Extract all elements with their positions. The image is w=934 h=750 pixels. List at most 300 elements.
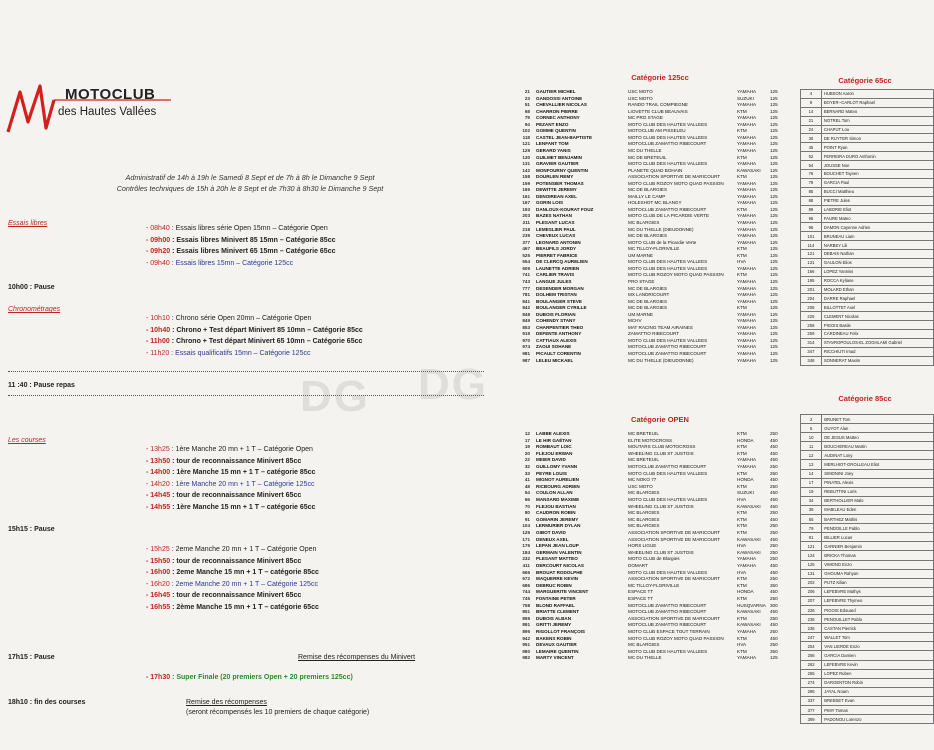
rider-number: 142 — [522, 167, 530, 173]
rider-row — [500, 194, 790, 200]
rider-row — [500, 556, 790, 562]
rider-name: DARRE Raphael — [821, 294, 933, 303]
rider-club: ESPACE TT — [628, 589, 654, 595]
schedule-time: - 14h45 — [146, 492, 171, 500]
rider-number: 193 — [522, 206, 530, 212]
rider-name: DENEUX AXEL — [536, 536, 569, 542]
rider-row — [500, 168, 790, 174]
rider-name: BERTHOLLIER Malo — [822, 496, 934, 505]
table-row — [801, 312, 934, 321]
rider-row — [500, 596, 790, 602]
schedule-text: : Chrono + Test départ Minivert 65 10mn – Catégorie 65cc — [169, 338, 363, 346]
rider-number: 54 — [801, 161, 822, 170]
rider-number: 207 — [801, 596, 822, 605]
rider-brand: KAWASAKI — [737, 167, 761, 173]
schedule-line — [146, 225, 328, 232]
admin-line2: Contrôles techniques de 15h à 20h le 8 Sept et de 7h30 à 8h30 le Dimanche 9 Sept — [116, 184, 384, 193]
rider-name: MERLHIOT-GROLLEAU Eliot — [822, 460, 934, 469]
rider-cc: 125 — [770, 174, 778, 180]
rider-cc: 125 — [770, 128, 778, 134]
rider-name: CHEVEUX LUCAS — [536, 233, 576, 239]
rider-row — [500, 292, 790, 298]
rider-club: MC TILLOY-FLORIVILLE — [628, 582, 680, 588]
entries-page — [418, 0, 934, 750]
rider-cc: 125 — [770, 226, 778, 232]
admin-line1: Administratif de 14h à 19h le Samedi 8 Sept et de 7h à 8h le Dimanche 9 Sept — [125, 173, 375, 182]
rider-club: LIOVETTE CLUB BEAUVAIS — [628, 108, 688, 114]
rider-cc: 125 — [770, 141, 778, 147]
rider-cc: 125 — [770, 95, 778, 101]
schedule-line — [146, 569, 319, 576]
table-row — [801, 642, 934, 651]
schedule-time: - 09h20 — [146, 248, 171, 256]
rider-number: 741 — [522, 272, 530, 278]
rider-number: 79 — [801, 178, 822, 187]
schedule-line — [146, 248, 335, 255]
rider-row — [500, 227, 790, 233]
table-row — [801, 143, 934, 152]
rider-club: MOTO CLUB DES HAUTES VALLEES — [628, 470, 708, 476]
rider-brand: KTM — [737, 444, 747, 450]
rider-name: GUYOT Alan — [822, 424, 934, 433]
rider-row — [500, 484, 790, 490]
rider-club: MCHV — [628, 318, 642, 324]
rider-brand: YAMAHA — [737, 629, 757, 634]
rider-number: 24 — [801, 125, 822, 134]
rider-row — [500, 589, 790, 595]
rider-brand: KTM — [737, 516, 747, 522]
rider-name: GANDOSSI ANTOINE — [536, 95, 583, 101]
rider-number: 89 — [801, 205, 822, 214]
rider-row — [500, 609, 790, 615]
rider-name: DEVAUX GAUTIER — [536, 642, 577, 648]
rider-club: PRO STAGE — [628, 278, 655, 284]
rider-number: 206 — [801, 587, 822, 596]
rider-brand: KTM — [737, 615, 747, 621]
rider-cc: 250 — [770, 642, 778, 648]
rider-name: DAMON Cayenne Adrien — [821, 223, 933, 232]
rider-number: 76 — [801, 170, 822, 179]
rider-brand: HVA — [737, 497, 747, 502]
rider-row — [500, 161, 790, 167]
rider-number: 125 — [801, 560, 822, 569]
rider-name: MABILEAU Eden — [822, 505, 934, 514]
rider-cc: 450 — [770, 503, 778, 509]
rider-name: MAQUERRE KEVIN — [536, 576, 579, 582]
rider-name: GUILLOMY YVANN — [536, 464, 578, 469]
rider-brand: HUSQVARNA — [737, 602, 766, 608]
rider-club: MC DU THELLE — [628, 147, 662, 153]
rider-name: NOTREL Tom — [821, 116, 933, 125]
rider-name: GORIN LOIS — [536, 200, 564, 206]
table-row — [801, 524, 934, 533]
rider-name: LEPAN JEAN LOUP — [536, 543, 579, 549]
schedule-text: : Essais libres série Open 15mn – Catégorie Open — [169, 225, 328, 232]
rider-number: 21 — [524, 89, 530, 94]
cat65-title: Catégorie 65cc — [838, 76, 892, 85]
rider-club: MOTO CLUB DES HAUTES VALLEES — [628, 259, 708, 265]
rider-cc: 450 — [770, 437, 778, 443]
rider-name: GIBOT DAVID — [536, 530, 566, 535]
table-row — [801, 303, 934, 312]
rider-row — [500, 655, 790, 661]
rider-club: MOTOCLUB ZAMATTIO RIBECOURT — [628, 141, 707, 147]
rider-name: BOULANGER STEVE — [536, 298, 582, 304]
schedule-text: : Essais qualificatifs 15mn – Catégorie 125cc — [169, 349, 311, 357]
rider-name: BRUNEAU Liam — [821, 232, 933, 241]
rider-row — [500, 583, 790, 589]
rider-club: HOLESHOT MC BLANGY — [628, 200, 682, 206]
rider-number: 225 — [801, 312, 822, 321]
rider-cc: 300 — [770, 602, 778, 608]
rider-number: 130 — [522, 154, 530, 160]
rider-club: MOTO CLUB de Blargies — [628, 556, 680, 562]
rider-name: JAYAL Noam — [822, 687, 934, 696]
rider-club: MOUTARS CLUB MOTOCROSS — [628, 444, 696, 450]
rider-name: GARCIA Paul — [821, 178, 933, 187]
catopen-title: Catégorie OPEN — [631, 415, 689, 424]
rider-brand: YAMAHA — [737, 331, 757, 337]
rider-row — [500, 200, 790, 206]
rider-number: 19 — [801, 487, 822, 496]
rider-number: 85 — [801, 187, 822, 196]
rider-name: MIGNOT AURELIEN — [536, 477, 579, 483]
rider-row — [500, 490, 790, 496]
rider-number: 17 — [801, 478, 822, 487]
table-row — [801, 178, 934, 187]
schedule-text: : Chrono série Open 20mn – Catégorie Open — [169, 315, 312, 322]
rider-row — [500, 141, 790, 147]
rider-number: 758 — [522, 602, 530, 608]
rider-row — [500, 636, 790, 642]
rider-name: CORNEC ANTHONY — [536, 115, 580, 121]
schedule-text: : 1ère Manche 20 mn + 1 T – Catégorie Open — [169, 446, 313, 453]
rider-cc: 125 — [770, 220, 778, 225]
table-row — [801, 241, 934, 250]
rider-number: 32 — [524, 464, 530, 469]
rider-cc: 450 — [770, 457, 778, 463]
chrono-title: Chronométrages — [8, 306, 61, 313]
rider-number: 55 — [801, 515, 822, 524]
pause-repas: 11 :40 : Pause repas — [8, 382, 75, 389]
schedule-line — [146, 592, 301, 599]
schedule-time: - 11h20 — [146, 349, 170, 357]
rider-cc: 250 — [770, 530, 778, 535]
rider-brand: YAMAHA — [737, 556, 757, 562]
rider-brand: YAMAHA — [737, 318, 757, 324]
rider-number: 114 — [801, 241, 822, 250]
rider-row — [500, 351, 790, 357]
rider-number: 841 — [522, 298, 530, 304]
rider-number: 9 — [801, 98, 822, 107]
rider-name: LEFEBVRE Thymeo — [822, 596, 934, 605]
rider-name: LENFANT TOM — [536, 141, 569, 147]
rider-club: MX LANDRICOURT — [628, 292, 670, 298]
rider-number: 68 — [524, 108, 530, 114]
rider-club: MOTO CLUB DES HAUTES VALLEES — [628, 337, 708, 343]
rider-cc: 350 — [770, 582, 778, 588]
table-row — [801, 496, 934, 505]
rider-brand: KTM — [737, 174, 747, 180]
rider-brand: KTM — [737, 648, 747, 654]
rider-number: 176 — [522, 543, 530, 549]
rider-club: MC DE BLARGIES — [628, 298, 668, 304]
rider-club: USC MOTO — [628, 95, 653, 101]
rider-name: NARBEY Lili — [821, 241, 933, 250]
rider-name: FERREIRA DURO Anthonin — [821, 152, 933, 161]
table-row — [801, 125, 934, 134]
rider-name: DEWITTE JEREMY — [536, 187, 577, 193]
rider-club: MC BLARGIES — [628, 516, 660, 522]
rider-name: BAZES NATHAN — [536, 213, 572, 219]
rider-name: PEZANT ENZO — [536, 121, 569, 127]
table-row — [801, 505, 934, 514]
rider-brand: YAMAHA — [737, 324, 757, 330]
rider-row — [500, 135, 790, 141]
table-row — [801, 187, 934, 196]
rider-brand: HVA — [737, 569, 747, 575]
table-row — [801, 715, 934, 724]
rider-number: 203 — [522, 213, 530, 219]
rider-brand: KTM — [737, 246, 747, 252]
rider-club: PLANETE QUAD BOHAIN — [628, 167, 683, 173]
rider-number: 159 — [522, 180, 530, 186]
rider-number: 247 — [801, 633, 822, 642]
table-row — [801, 596, 934, 605]
schedule-line — [146, 504, 315, 511]
rider-club: MC DU THELLE (DIEUDONNE) — [628, 226, 694, 232]
rider-number: 70 — [524, 503, 530, 509]
table-row — [801, 90, 934, 99]
rider-brand: YAMAHA — [737, 655, 757, 661]
rider-name: MONFOURNY QUENTIN — [536, 167, 588, 173]
rider-row — [500, 431, 790, 437]
rider-number: 91 — [524, 516, 530, 522]
rider-name: DUBOIS ALBAN — [536, 615, 572, 621]
rider-name: DESENDER MORGAN — [536, 285, 584, 291]
rider-name: PEYRE LOUIS — [536, 470, 567, 476]
table-row — [801, 250, 934, 259]
rider-cc: 125 — [770, 331, 778, 337]
rider-name: DARGENTON Robin — [822, 678, 934, 687]
rider-name: LABORIE Eliot — [821, 205, 933, 214]
rider-cc: 125 — [770, 200, 778, 206]
rider-name: PIGOIS Basile — [821, 321, 933, 330]
rider-brand: HONDA — [737, 477, 754, 483]
schedule-line — [146, 237, 335, 244]
rider-number: 102 — [522, 128, 530, 134]
rider-cc: 125 — [770, 213, 778, 219]
rider-club: HORS LIGUE — [628, 543, 657, 549]
schedule-time: - 10h10 — [146, 315, 170, 322]
rider-name: MARTY VINCENT — [536, 655, 574, 661]
table-row — [801, 696, 934, 705]
catopen-list — [500, 431, 790, 750]
rider-name: FLEJOU BASTIAN — [536, 503, 576, 509]
rider-row — [500, 233, 790, 239]
rider-number: 20 — [524, 450, 530, 456]
rider-name: BARTHEZ Mathis — [822, 515, 934, 524]
rider-number: 672 — [522, 576, 530, 582]
rider-name: DEBAIS Nathan — [821, 250, 933, 259]
table-row — [801, 660, 934, 669]
rider-number: 236 — [801, 624, 822, 633]
rider-row — [500, 148, 790, 154]
rider-brand: KAWASAKI — [737, 503, 761, 509]
rider-row — [500, 181, 790, 187]
rider-name: COULON ALLAN — [536, 490, 573, 496]
rider-row — [500, 174, 790, 180]
rider-row — [500, 325, 790, 331]
rider-number: 208 — [801, 303, 822, 312]
rider-club: RANDO TRAIL COMPIEGNE — [628, 102, 688, 108]
rider-club: MOTO CLUB ROZOY MOTO QUAD PASSION — [628, 635, 724, 641]
rider-row — [500, 344, 790, 350]
rider-number: 131 — [801, 258, 822, 267]
schedule-text: : Essais libres Minivert 65 15mn – Catégorie 65cc — [170, 248, 336, 256]
rider-row — [500, 550, 790, 556]
rider-club: ESPACE TT — [628, 596, 654, 601]
table-row — [801, 442, 934, 451]
rider-name: SIMONINI Joey — [822, 469, 934, 478]
rider-name: ROCCA Kyliane — [821, 276, 933, 285]
rider-number: 337 — [801, 696, 822, 705]
rider-row — [500, 504, 790, 510]
rider-number: 30 — [801, 134, 822, 143]
super-finale-text: : Super Finale (20 premiers Open + 20 premiers 125cc) — [170, 674, 353, 681]
rider-number: 10 — [801, 433, 822, 442]
rider-cc: 125 — [770, 246, 778, 252]
rider-brand: KTM — [737, 272, 747, 278]
rider-name: GERMAIN VALENTIN — [536, 549, 582, 555]
rider-name: DE JESUS Matteo — [822, 433, 934, 442]
table-row — [801, 214, 934, 223]
schedule-text: : Essais libres 15mn – Catégorie 125cc — [169, 259, 294, 267]
rider-cc: 125 — [770, 655, 778, 661]
rider-row — [500, 89, 790, 95]
schedule-text: : Chrono + Test départ Minivert 85 10mn – Catégorie 85cc — [170, 326, 363, 334]
rider-name: GUILMET BENJAMIN — [536, 154, 582, 160]
rider-row — [500, 259, 790, 265]
rider-number: 14 — [801, 107, 822, 116]
rider-name: PINATEL Alexis — [822, 478, 934, 487]
table-row — [801, 267, 934, 276]
rider-row — [500, 286, 790, 292]
rider-club: MOTOCLUB AM PISSELEU — [628, 128, 686, 134]
rider-row — [500, 477, 790, 483]
rider-brand: KTM — [737, 596, 747, 601]
rider-name: GRAVIER GAUTIER — [536, 161, 579, 167]
rider-cc: 450 — [770, 497, 778, 502]
pause-1: 10h00 : Pause — [8, 284, 55, 291]
rider-brand: YAMAHA — [737, 102, 757, 108]
schedule-text: : 2eme Manche 15 mn + 1 T – catégorie 85cc — [170, 569, 319, 577]
schedule-line — [146, 546, 316, 553]
rider-name: PIETRE Jules — [821, 196, 933, 205]
table-row — [801, 223, 934, 232]
rider-number: 125 — [522, 530, 530, 535]
rider-club: ASSOCIATION SPORTIVE DE MARICOURT — [628, 174, 721, 180]
rider-club: MC DU THELLE (DIEUDONNE) — [628, 357, 694, 363]
rider-name: GHOUMA Rahyan — [822, 569, 934, 578]
rider-number: 202 — [801, 578, 822, 587]
rider-brand: HVA — [737, 259, 747, 265]
rider-number: 167 — [522, 200, 530, 206]
schedule-text: : 1ère Manche 15 mn + 1 T – catégorie 85cc — [170, 469, 316, 477]
rider-number: 79 — [524, 115, 530, 121]
rider-name: MOLARD Ethan — [821, 285, 933, 294]
rider-club: UM MARNE — [628, 252, 654, 258]
rider-club: MOTO CLUB DES HAUTES VALLEES — [628, 648, 708, 654]
rider-club: MOTO CLUB DES HAUTES VALLEES — [628, 265, 708, 271]
rider-row — [500, 305, 790, 311]
rider-brand: KAWASAKI — [737, 622, 761, 628]
rider-name: MANSARD MAXIME — [536, 497, 580, 502]
rider-number: 981 — [522, 351, 530, 356]
rider-brand: KTM — [737, 128, 747, 134]
rider-number: 347 — [801, 347, 822, 356]
schedule-text: : 2ème Manche 15 mn + 1 T – catégorie 65cc — [170, 604, 319, 611]
rider-row — [500, 622, 790, 628]
rider-name: BRIATTE CLEMENT — [536, 609, 580, 615]
schedule-text: : tour de reconnaissance Minivert 85cc — [170, 557, 302, 565]
rider-name: BUCCI Matthieu — [821, 187, 933, 196]
schedule-line — [146, 446, 313, 453]
rider-cc: 125 — [770, 357, 778, 363]
rider-name: DOLHEM TRISTAN — [536, 292, 577, 298]
rider-cc: 125 — [770, 259, 778, 265]
rider-brand: SUZUKI — [737, 490, 754, 496]
rider-name: DUBOIS FLORIAN — [536, 311, 576, 317]
schedule-text: : 1ère Manche 15 mn + 1 T – catégorie 65cc — [170, 504, 316, 511]
rider-name: CASTAN Pierrick — [822, 624, 934, 633]
rider-brand: KAWASAKI — [737, 536, 761, 542]
rider-club: WHEELING CLUB ST JUSTOIS — [628, 450, 694, 456]
rider-number: 204 — [801, 294, 822, 303]
schedule-time: - 16h20 — [146, 580, 170, 588]
rider-cc: 125 — [770, 351, 778, 356]
rider-number: 88 — [801, 196, 822, 205]
rider-cc: 125 — [770, 298, 778, 304]
logo-line1: MOTOCLUB — [65, 86, 156, 103]
rider-name: DE RUYTER Simon — [821, 134, 933, 143]
rider-name: GERARD YANIS — [536, 147, 571, 153]
schedule-time: - 11h00 — [146, 338, 170, 346]
rider-name: LANGUE JULES — [536, 278, 572, 284]
rider-brand: YAMAHA — [737, 147, 757, 153]
rider-name: LE HIR GAËTAN — [536, 437, 572, 443]
rider-number: 411 — [522, 563, 530, 568]
rider-name: BRICKA Thomas — [822, 551, 934, 560]
rider-row — [500, 629, 790, 635]
table-row — [801, 356, 934, 365]
schedule-line — [146, 492, 301, 499]
rider-number: 974 — [522, 344, 530, 350]
rider-brand: HVA — [737, 642, 747, 648]
rider-row — [500, 537, 790, 543]
rider-number: 254 — [801, 642, 822, 651]
rider-name: DE CLERCQ AURELIEN — [536, 259, 588, 265]
rider-number: 4 — [801, 90, 822, 99]
rider-brand: YAMAHA — [737, 265, 757, 271]
rider-club: MC PRO STAGE — [628, 115, 663, 121]
rider-brand: YAMAHA — [737, 180, 757, 186]
rider-row — [500, 318, 790, 324]
rider-name: ROMBAUT LOIC — [536, 444, 572, 450]
rider-name: WALLET Tom — [822, 633, 934, 642]
rider-number: 232 — [522, 556, 530, 562]
table-row — [801, 424, 934, 433]
